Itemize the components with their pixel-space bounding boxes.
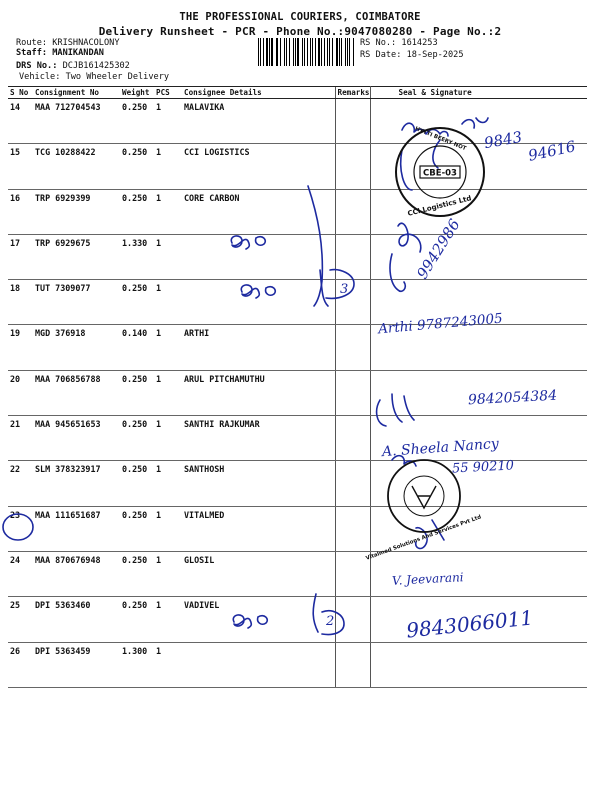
drs-line	[16, 61, 130, 71]
hw-row22: A. Sheela Nancy	[381, 435, 500, 461]
barcode-bar	[336, 38, 338, 66]
barcode-bar	[302, 38, 303, 66]
barcode-bar	[263, 38, 264, 66]
cell-sno: 21	[8, 416, 33, 461]
col-weight: Weight	[120, 87, 154, 99]
barcode-bar	[284, 38, 286, 66]
cell-sno: 20	[8, 370, 33, 415]
cell-remarks	[335, 370, 370, 415]
drs-value: DCJB161425302	[62, 61, 130, 71]
table-header-row	[8, 87, 587, 99]
cell-remarks	[335, 506, 370, 551]
col-remarks: Remarks	[335, 87, 370, 99]
cell-weight: 0.250	[120, 144, 154, 189]
cell-remarks	[335, 597, 370, 642]
barcode-bar	[258, 38, 259, 66]
vitalmed-stamp-name: Vitalmed Solutions And Services Pvt Ltd	[365, 514, 483, 562]
cell-seal	[370, 506, 587, 551]
cell-consignee: SANTHI RAJKUMAR	[182, 416, 335, 461]
hw-phone-15: 9843	[482, 127, 524, 153]
cell-consignee: VITALMED	[182, 506, 335, 551]
cell-remarks	[335, 99, 370, 144]
cell-consignment: MGD 376918	[33, 325, 120, 370]
cell-pcs: 1	[154, 144, 182, 189]
cell-remarks	[335, 461, 370, 506]
cell-sno: 24	[8, 551, 33, 596]
cell-pcs: 1	[154, 99, 182, 144]
barcode	[258, 38, 355, 66]
hw-row26-phone: 9843066011	[405, 605, 535, 643]
rs-date-label: RS Date:	[360, 50, 402, 60]
cell-consignment: TUT 7309077	[33, 280, 120, 325]
cell-consignment: MAA 111651687	[33, 506, 120, 551]
barcode-bar	[289, 38, 290, 66]
cell-remarks	[335, 189, 370, 234]
barcode-bar	[312, 38, 313, 66]
cell-consignment: MAA 712704543	[33, 99, 120, 144]
table-row	[8, 144, 587, 189]
cci-stamp-name: CCI Logistics Ltd	[406, 194, 473, 218]
cell-pcs: 1	[154, 189, 182, 234]
hw-row19: Arthi 9787243005	[377, 310, 504, 338]
cell-sno: 23	[8, 506, 33, 551]
cell-consignee: SANTHOSH	[182, 461, 335, 506]
cell-consignee: CCI LOGISTICS	[182, 144, 335, 189]
cell-weight: 1.300	[120, 642, 154, 687]
cell-pcs: 1	[154, 416, 182, 461]
barcode-bar	[310, 38, 311, 66]
barcode-bar	[304, 38, 305, 66]
cell-consignment: TRP 6929675	[33, 234, 120, 279]
barcode-bar	[339, 38, 340, 66]
hw-row21-phone: 9842054384	[467, 387, 558, 409]
staff-value: MANIKANDAN	[52, 48, 104, 58]
barcode-bar	[341, 38, 342, 66]
barcode-bar	[260, 38, 261, 66]
cell-sno: 22	[8, 461, 33, 506]
cell-consignment: DPI 5363459	[33, 642, 120, 687]
barcode-bar	[332, 38, 333, 66]
cell-remarks	[335, 325, 370, 370]
cell-remarks	[335, 144, 370, 189]
cell-sno: 14	[8, 99, 33, 144]
table-row	[8, 416, 587, 461]
col-seal: Seal & Signature	[370, 87, 587, 99]
barcode-bar	[276, 38, 277, 66]
cell-pcs: 1	[154, 642, 182, 687]
barcode-bar	[349, 38, 350, 66]
cell-sno: 16	[8, 189, 33, 234]
route-value: KRISHNACOLONY	[52, 38, 120, 48]
barcode-bar	[295, 38, 296, 66]
cell-consignment: TCG 10288422	[33, 144, 120, 189]
barcode-bar	[297, 38, 299, 66]
table-row	[8, 506, 587, 551]
cell-weight: 0.250	[120, 551, 154, 596]
hw-bracket-3-label: 3	[340, 282, 349, 297]
cell-remarks	[335, 416, 370, 461]
cell-weight: 0.250	[120, 370, 154, 415]
cell-seal	[370, 642, 587, 687]
cell-pcs: 1	[154, 280, 182, 325]
cell-consignee: GLOSIL	[182, 551, 335, 596]
barcode-bar	[329, 38, 330, 66]
table-row	[8, 234, 587, 279]
cell-sno: 25	[8, 597, 33, 642]
hw-row25: V. Jeevarani	[391, 570, 464, 588]
cell-weight: 0.250	[120, 506, 154, 551]
cell-consignee: VADIVEL	[182, 597, 335, 642]
col-pcs: PCS	[154, 87, 182, 99]
barcode-bar	[324, 38, 325, 66]
cell-seal	[370, 99, 587, 144]
barcode-bar	[280, 38, 281, 66]
cell-sno: 15	[8, 144, 33, 189]
cell-pcs: 1	[154, 506, 182, 551]
cell-pcs: 1	[154, 370, 182, 415]
cell-weight: 0.250	[120, 597, 154, 642]
cell-weight: 0.250	[120, 189, 154, 234]
drs-label: DRS No.:	[16, 61, 58, 71]
cell-consignee: ARUL PITCHAMUTHU	[182, 370, 335, 415]
cell-consignment: DPI 5363460	[33, 597, 120, 642]
cell-consignment: MAA 870676948	[33, 551, 120, 596]
cell-consignee: CORE CARBON	[182, 189, 335, 234]
staff-line	[16, 48, 104, 58]
cci-stamp-code: CBE-03	[423, 168, 457, 179]
cell-weight: 0.250	[120, 461, 154, 506]
barcode-bar	[345, 38, 346, 66]
cell-pcs: 1	[154, 325, 182, 370]
rs-no-label: RS No.:	[360, 38, 397, 48]
cell-sno: 17	[8, 234, 33, 279]
col-sno: S No	[8, 87, 33, 99]
cell-remarks	[335, 234, 370, 279]
staff-label: Staff:	[16, 48, 48, 58]
cell-weight: 1.330	[120, 234, 154, 279]
barcode-bar	[353, 38, 354, 66]
cell-sno: 26	[8, 642, 33, 687]
cell-consignment: MAA 706856788	[33, 370, 120, 415]
cell-sno: 18	[8, 280, 33, 325]
barcode-bar	[321, 38, 322, 66]
route-label: Route:	[16, 38, 48, 48]
cell-weight: 0.140	[120, 325, 154, 370]
cell-pcs: 1	[154, 234, 182, 279]
company-title: THE PROFESSIONAL COURIERS, COIMBATORE	[179, 11, 421, 23]
barcode-bar	[318, 38, 320, 66]
barcode-bar	[315, 38, 316, 66]
hw-bracket-2-label: 2	[326, 614, 335, 629]
cci-stamp-top: HYTTI BEERY NOT	[413, 126, 467, 153]
cell-sno: 19	[8, 325, 33, 370]
table-row	[8, 551, 587, 596]
col-consignee: Consignee Details	[182, 87, 335, 99]
cell-consignee	[182, 642, 335, 687]
cell-weight: 0.250	[120, 99, 154, 144]
hw-phone-17: 9942986	[413, 215, 464, 283]
route-line	[16, 38, 120, 48]
hw-phone-15b: 94616	[526, 137, 578, 165]
cell-consignment: TRP 6929399	[33, 189, 120, 234]
barcode-bar	[266, 38, 268, 66]
hw-row22-phone: 55 90210	[451, 458, 515, 477]
cell-consignee	[182, 234, 335, 279]
barcode-bar	[347, 38, 348, 66]
cell-pcs: 1	[154, 597, 182, 642]
rs-date-value: 18-Sep-2025	[406, 50, 464, 60]
table-row	[8, 642, 587, 687]
cell-consignee: ARTHI	[182, 325, 335, 370]
cell-seal	[370, 189, 587, 234]
cell-remarks	[335, 642, 370, 687]
cell-consignment: SLM 378323917	[33, 461, 120, 506]
barcode-bar	[269, 38, 270, 66]
barcode-bar	[286, 38, 287, 66]
vehicle-line: Vehicle: Two Wheeler Delivery	[19, 72, 170, 82]
barcode-bar	[307, 38, 308, 66]
cell-weight: 0.250	[120, 416, 154, 461]
barcode-bar	[271, 38, 272, 66]
barcode-bar	[327, 38, 328, 66]
col-consignment: Consignment No	[33, 87, 120, 99]
cell-pcs: 1	[154, 461, 182, 506]
rs-date-line	[360, 50, 464, 60]
barcode-bar	[293, 38, 294, 66]
cell-pcs: 1	[154, 551, 182, 596]
cell-consignee: MALAVIKA	[182, 99, 335, 144]
cell-consignee	[182, 280, 335, 325]
rs-no-value: 1614253	[401, 38, 438, 48]
cell-remarks	[335, 551, 370, 596]
cell-consignment: MAA 945651653	[33, 416, 120, 461]
rs-no-line	[360, 38, 438, 48]
table-row	[8, 325, 587, 370]
barcode-bar	[277, 38, 278, 66]
runsheet-table	[8, 86, 587, 688]
cell-seal	[370, 234, 587, 279]
table-row	[8, 189, 587, 234]
runsheet-subtitle: Delivery Runsheet - PCR - Phone No.:9047080280 - Page No.:2	[98, 25, 502, 38]
cell-weight: 0.250	[120, 280, 154, 325]
